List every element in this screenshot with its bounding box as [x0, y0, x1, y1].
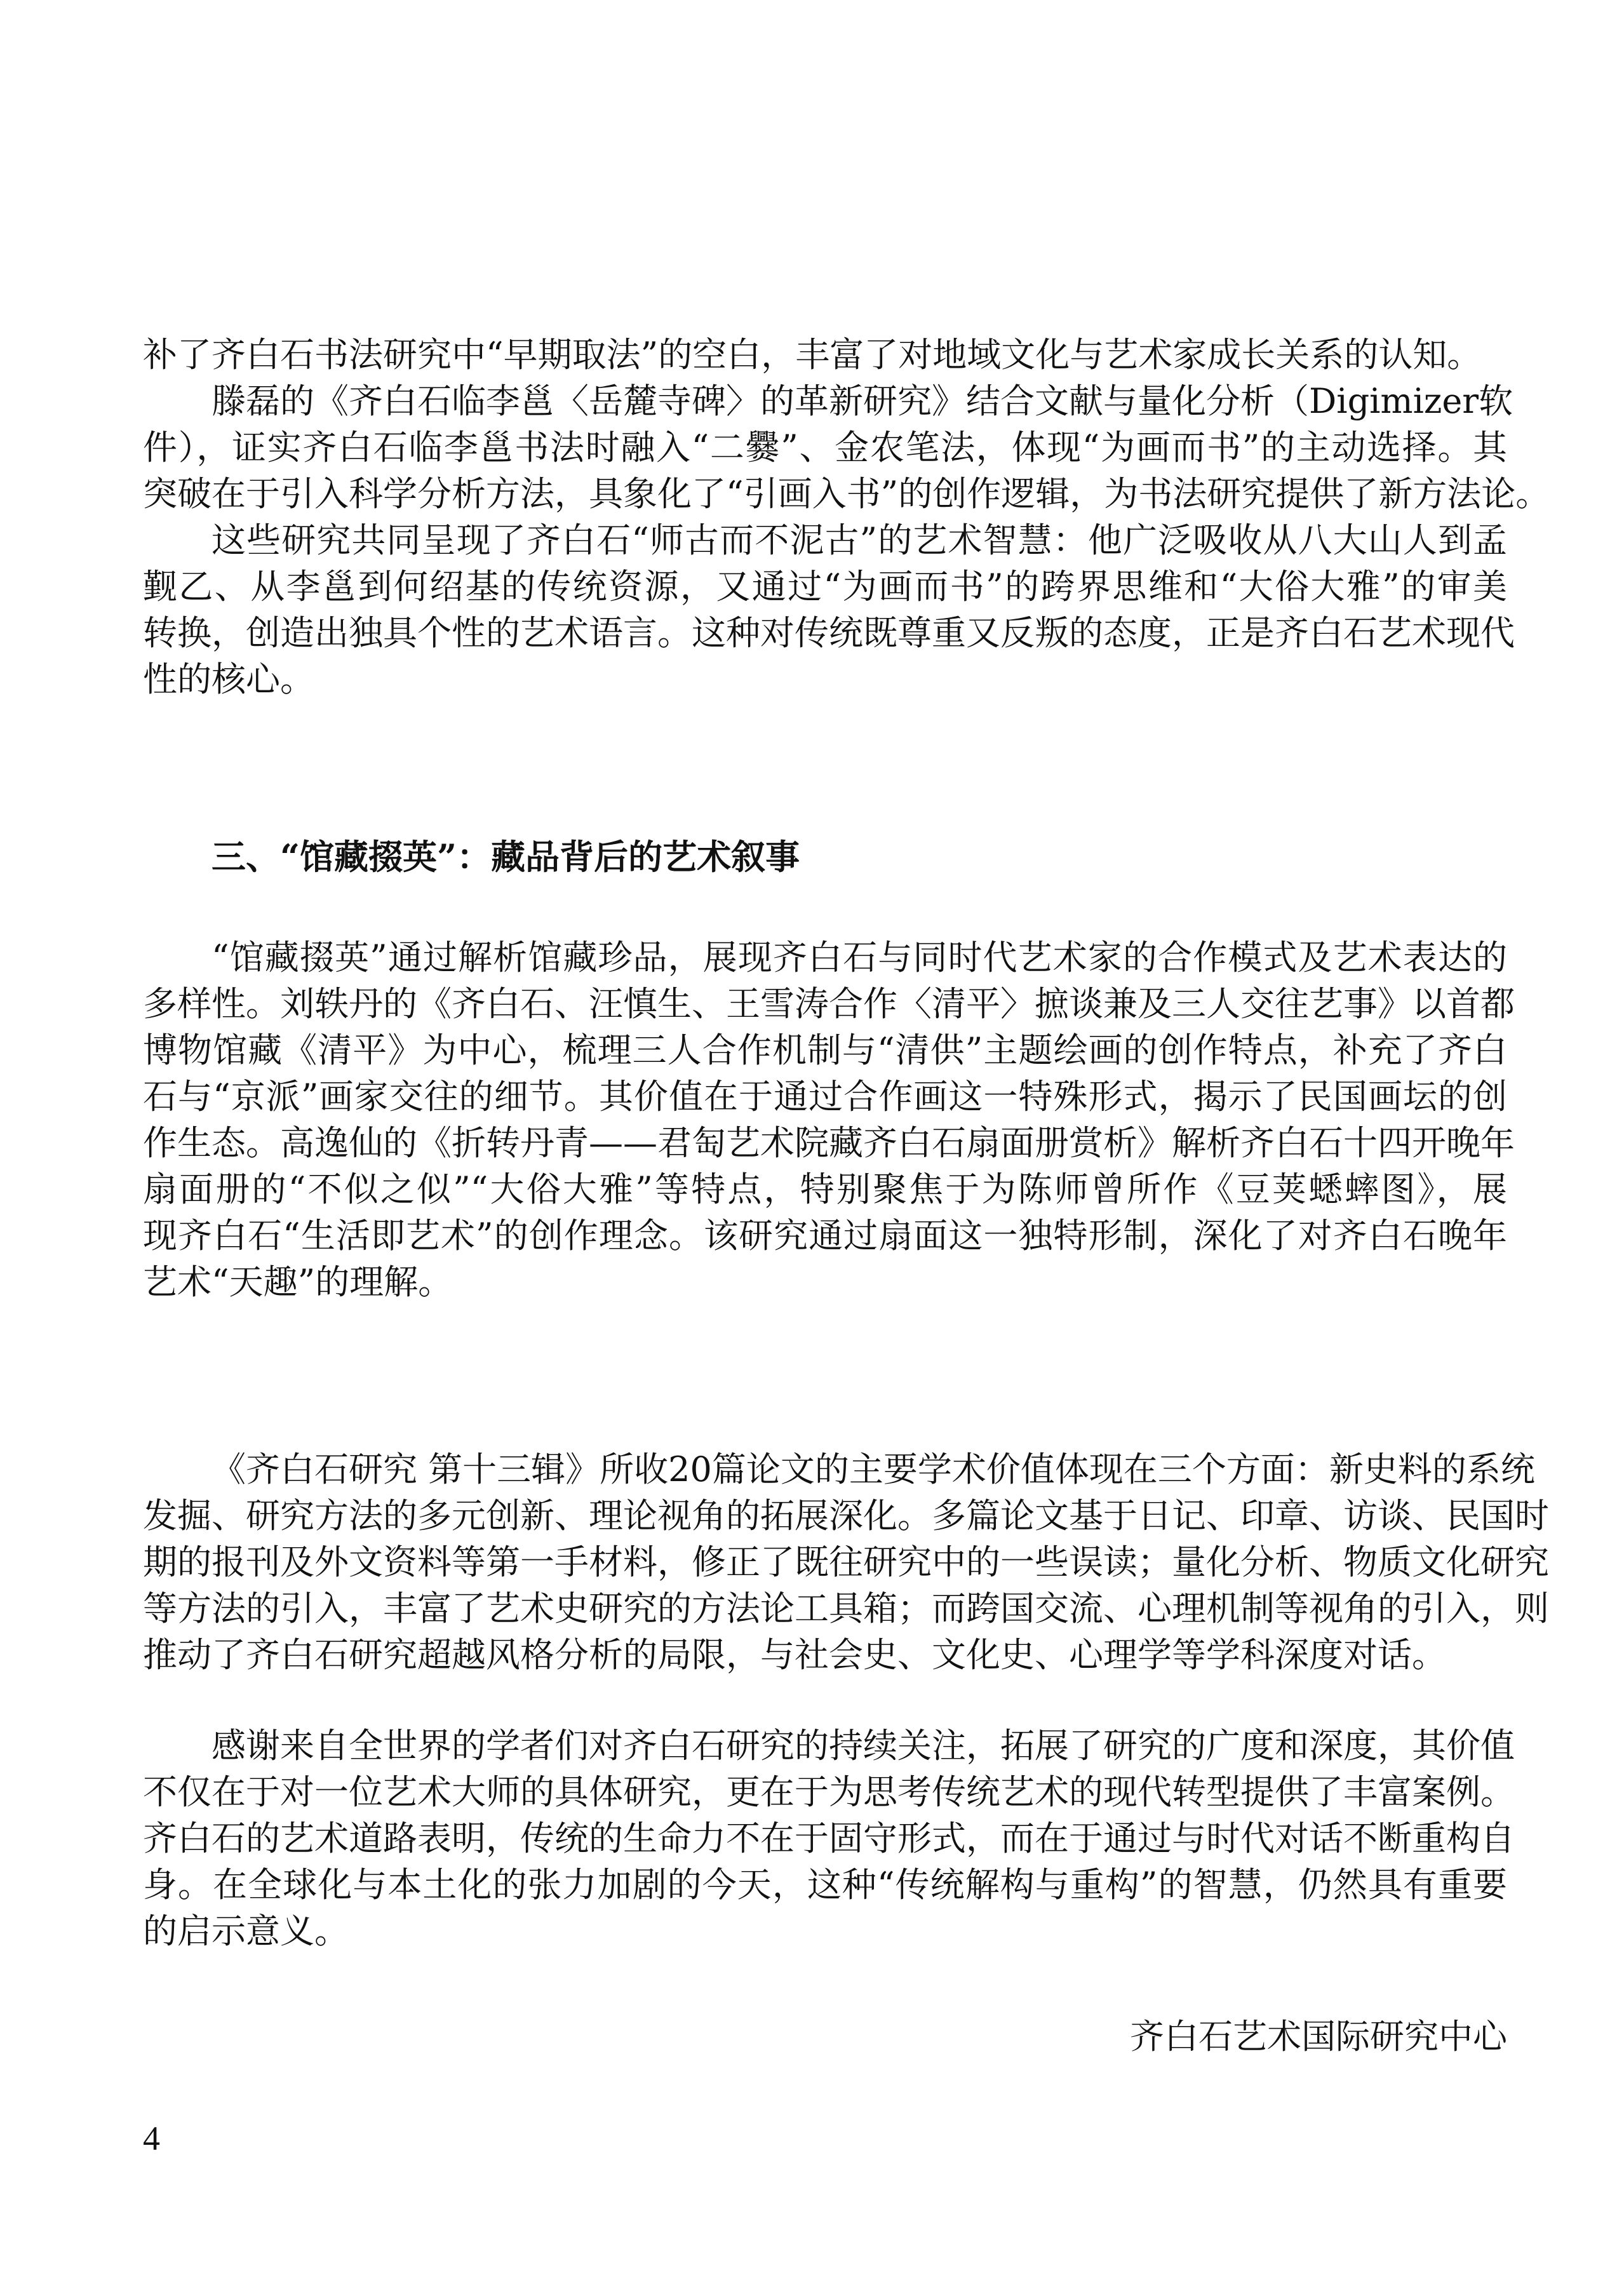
text-line: 性的核心。	[143, 659, 314, 699]
text-line: 现齐白石“生活即艺术”的创作理念。该研究通过扇面这一独特形制，深化了对齐白石晚年	[143, 1216, 1507, 1256]
text-line: 感谢来自全世界的学者们对齐白石研究的持续关注，拓展了研究的广度和深度，其价值	[211, 1726, 1515, 1766]
text-line: 等方法的引入，丰富了艺术史研究的方法论工具箱；而跨国交流、心理机制等视角的引入，则	[143, 1588, 1549, 1628]
text-line: 转换，创造出独具个性的艺术语言。这种对传统既尊重又反叛的态度，正是齐白石艺术现代	[143, 613, 1515, 653]
text-line: 扇面册的“不似之似”“大俗大雅”等特点，特别聚焦于为陈师曾所作《豆荚蟋蟀图》，展	[143, 1169, 1507, 1209]
paragraph	[143, 517, 1515, 702]
body-text-middle	[143, 934, 1515, 1305]
text-line: “馆藏掇英”通过解析馆藏珍品，展现齐白石与同时代艺术家的合作模式及艺术表达的	[211, 937, 1507, 977]
text-line: 《齐白石研究 第十三辑》所收20篇论文的主要学术价值体现在三个方面：新史料的系统	[211, 1449, 1535, 1489]
text-line: 艺术“天趣”的理解。	[143, 1262, 453, 1302]
signature: 齐白石艺术国际研究中心	[1130, 2017, 1507, 2057]
paragraph	[143, 332, 1507, 378]
section-heading: 三、“馆藏掇英”：藏品背后的艺术叙事	[211, 836, 800, 877]
text-line: 件），证实齐白石临李邕书法时融入“二爨”、金农笔法，体现“为画而书”的主动选择。其	[143, 427, 1507, 467]
text-line: 滕磊的《齐白石临李邕〈岳麓寺碑〉的革新研究》结合文献与量化分析（Digimizer软	[211, 381, 1513, 421]
text-line: 补了齐白石书法研究中“早期取法”的空白，丰富了对地域文化与艺术家成长关系的认知。	[143, 335, 1482, 375]
text-line: 博物馆藏《清平》为中心，梳理三人合作机制与“清供”主题绘画的创作特点，补充了齐白	[143, 1030, 1507, 1070]
body-text-bottom	[143, 1446, 1549, 1954]
paragraph	[143, 934, 1515, 1305]
text-line: 不仅在于对一位艺术大师的具体研究，更在于为思考传统艺术的现代转型提供了丰富案例。	[143, 1772, 1515, 1812]
text-line: 多样性。刘轶丹的《齐白石、汪慎生、王雪涛合作〈清平〉摭谈兼及三人交往艺事》以首都	[143, 984, 1515, 1024]
page-number: 4	[143, 2119, 160, 2158]
text-line: 身。在全球化与本土化的张力加剧的今天，这种“传统解构与重构”的智慧，仍然具有重要	[143, 1865, 1507, 1905]
paragraph	[143, 1722, 1515, 1954]
paragraph	[143, 378, 1550, 517]
body-text-top	[143, 332, 1550, 702]
text-line: 齐白石的艺术道路表明，传统的生命力不在于固守形式，而在于通过与时代对话不断重构自	[143, 1818, 1515, 1858]
text-line: 突破在于引入科学分析方法，具象化了“引画入书”的创作逻辑，为书法研究提供了新方法论。	[143, 474, 1550, 514]
text-line: 推动了齐白石研究超越风格分析的局限，与社会史、文化史、心理学等学科深度对话。	[143, 1635, 1446, 1675]
text-line: 作生态。高逸仙的《折转丹青——君匋艺术院藏齐白石扇面册赏析》解析齐白石十四开晚年	[143, 1123, 1515, 1163]
text-line: 石与“京派”画家交往的细节。其价值在于通过合作画这一特殊形式，揭示了民国画坛的创	[143, 1077, 1507, 1117]
text-line: 这些研究共同呈现了齐白石“师古而不泥古”的艺术智慧：他广泛吸收从八大山人到孟	[211, 520, 1507, 560]
paragraph	[143, 1446, 1549, 1678]
text-line: 发掘、研究方法的多元创新、理论视角的拓展深化。多篇论文基于日记、印章、访谈、民国时	[143, 1496, 1549, 1536]
text-line: 的启示意义。	[143, 1911, 349, 1951]
text-line: 觐乙、从李邕到何绍基的传统资源，又通过“为画而书”的跨界思维和“大俗大雅”的审美	[143, 567, 1507, 607]
text-line: 期的报刊及外文资料等第一手材料，修正了既往研究中的一些误读；量化分析、物质文化研究	[143, 1542, 1549, 1582]
